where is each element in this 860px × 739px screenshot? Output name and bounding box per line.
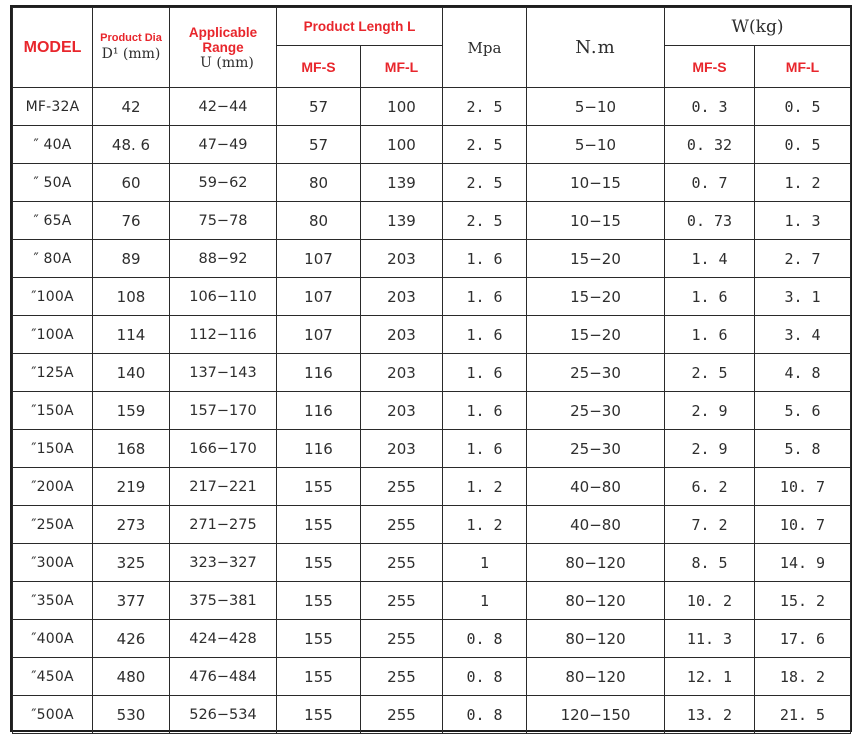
mpa-cell: 0. 8	[443, 696, 527, 734]
weight-mf-l-cell: 5. 8	[755, 430, 851, 468]
length-mf-s-cell: 155	[277, 620, 361, 658]
length-mf-l-cell: 203	[361, 354, 443, 392]
length-mf-l-cell: 255	[361, 506, 443, 544]
weight-mf-l-cell: 3. 1	[755, 278, 851, 316]
weight-mf-l-cell: 10. 7	[755, 468, 851, 506]
table-row	[13, 354, 851, 392]
weight-mf-s-cell: 7. 2	[665, 506, 755, 544]
length-mf-s-cell: 155	[277, 696, 361, 734]
range-cell: 59−62	[170, 164, 277, 202]
dia-cell: 48. 6	[93, 126, 170, 164]
dia-cell: 42	[93, 88, 170, 126]
applicable-range-label-2: Range	[202, 39, 244, 55]
model-cell: ″200A	[13, 468, 93, 506]
length-mf-l-cell: 100	[361, 126, 443, 164]
length-mf-l-cell: 100	[361, 88, 443, 126]
table-row	[13, 316, 851, 354]
table-row	[13, 240, 851, 278]
table-row	[13, 658, 851, 696]
length-mf-l-header: MF-L	[361, 46, 443, 88]
range-cell: 75−78	[170, 202, 277, 240]
weight-mf-l-cell: 5. 6	[755, 392, 851, 430]
torque-cell: 80−120	[527, 544, 665, 582]
model-cell: ″ 65A	[13, 202, 93, 240]
mpa-cell: 1	[443, 544, 527, 582]
mpa-cell: 1. 6	[443, 316, 527, 354]
length-mf-s-cell: 80	[277, 164, 361, 202]
table-body	[13, 88, 851, 734]
dia-cell: 140	[93, 354, 170, 392]
length-mf-l-cell: 255	[361, 620, 443, 658]
weight-mf-l-cell: 3. 4	[755, 316, 851, 354]
length-mf-s-cell: 155	[277, 544, 361, 582]
table-row	[13, 544, 851, 582]
length-mf-s-cell: 57	[277, 88, 361, 126]
product-dia-unit: D¹ (mm)	[101, 45, 161, 62]
table-row	[13, 506, 851, 544]
length-mf-s-cell: 80	[277, 202, 361, 240]
length-mf-s-cell: 155	[277, 582, 361, 620]
range-cell: 88−92	[170, 240, 277, 278]
length-mf-l-cell: 255	[361, 696, 443, 734]
weight-mf-s-cell: 6. 2	[665, 468, 755, 506]
model-header: MODEL	[13, 8, 93, 88]
model-cell: ″300A	[13, 544, 93, 582]
range-cell: 112−116	[170, 316, 277, 354]
torque-cell: 15−20	[527, 278, 665, 316]
length-mf-l-cell: 203	[361, 316, 443, 354]
weight-mf-s-cell: 11. 3	[665, 620, 755, 658]
range-cell: 157−170	[170, 392, 277, 430]
length-mf-s-cell: 116	[277, 430, 361, 468]
length-mf-l-cell: 139	[361, 164, 443, 202]
range-cell: 526−534	[170, 696, 277, 734]
table-row	[13, 88, 851, 126]
mpa-cell: 2. 5	[443, 202, 527, 240]
torque-cell: 15−20	[527, 240, 665, 278]
dia-cell: 114	[93, 316, 170, 354]
model-cell: ″150A	[13, 430, 93, 468]
model-cell: ″100A	[13, 278, 93, 316]
weight-mf-s-cell: 8. 5	[665, 544, 755, 582]
weight-mf-s-cell: 2. 9	[665, 430, 755, 468]
mpa-cell: 1	[443, 582, 527, 620]
spec-sheet	[10, 5, 852, 732]
mpa-header: Mpa	[443, 8, 527, 88]
model-cell: MF-32A	[13, 88, 93, 126]
model-cell: ″400A	[13, 620, 93, 658]
range-cell: 476−484	[170, 658, 277, 696]
mpa-cell: 2. 5	[443, 88, 527, 126]
mpa-cell: 1. 2	[443, 506, 527, 544]
table-row	[13, 430, 851, 468]
torque-cell: 80−120	[527, 620, 665, 658]
weight-header: W(kg)	[665, 8, 851, 46]
dia-cell: 219	[93, 468, 170, 506]
table-row	[13, 696, 851, 734]
length-mf-s-cell: 155	[277, 468, 361, 506]
length-mf-l-cell: 255	[361, 582, 443, 620]
table-row	[13, 126, 851, 164]
mpa-cell: 1. 6	[443, 430, 527, 468]
length-mf-s-cell: 107	[277, 240, 361, 278]
length-mf-l-cell: 203	[361, 278, 443, 316]
dia-cell: 325	[93, 544, 170, 582]
applicable-range-unit: U (mm)	[200, 54, 254, 71]
mpa-cell: 0. 8	[443, 658, 527, 696]
weight-mf-s-cell: 1. 6	[665, 278, 755, 316]
torque-cell: 15−20	[527, 316, 665, 354]
weight-mf-s-cell: 0. 73	[665, 202, 755, 240]
dia-cell: 273	[93, 506, 170, 544]
weight-mf-l-cell: 0. 5	[755, 126, 851, 164]
length-mf-s-cell: 116	[277, 392, 361, 430]
model-cell: ″450A	[13, 658, 93, 696]
weight-mf-l-cell: 17. 6	[755, 620, 851, 658]
header-row-top	[13, 8, 851, 46]
table-row	[13, 202, 851, 240]
model-cell: ″ 50A	[13, 164, 93, 202]
table-row	[13, 468, 851, 506]
length-mf-l-cell: 255	[361, 468, 443, 506]
mpa-cell: 2. 5	[443, 126, 527, 164]
torque-cell: 25−30	[527, 354, 665, 392]
range-cell: 137−143	[170, 354, 277, 392]
length-mf-s-cell: 155	[277, 506, 361, 544]
length-mf-l-cell: 203	[361, 392, 443, 430]
dia-cell: 108	[93, 278, 170, 316]
torque-cell: 10−15	[527, 202, 665, 240]
range-cell: 424−428	[170, 620, 277, 658]
model-cell: ″500A	[13, 696, 93, 734]
weight-mf-s-cell: 10. 2	[665, 582, 755, 620]
torque-cell: 5−10	[527, 88, 665, 126]
weight-mf-s-cell: 13. 2	[665, 696, 755, 734]
weight-mf-s-header: MF-S	[665, 46, 755, 88]
torque-cell: 80−120	[527, 582, 665, 620]
length-mf-s-cell: 57	[277, 126, 361, 164]
range-cell: 47−49	[170, 126, 277, 164]
length-mf-s-header: MF-S	[277, 46, 361, 88]
torque-cell: 25−30	[527, 430, 665, 468]
mpa-cell: 1. 6	[443, 392, 527, 430]
dia-cell: 426	[93, 620, 170, 658]
dia-cell: 159	[93, 392, 170, 430]
mpa-cell: 1. 6	[443, 354, 527, 392]
dia-cell: 60	[93, 164, 170, 202]
weight-mf-s-cell: 12. 1	[665, 658, 755, 696]
product-length-header: Product Length L	[277, 8, 443, 46]
mpa-cell: 1. 6	[443, 278, 527, 316]
weight-mf-l-cell: 0. 5	[755, 88, 851, 126]
length-mf-l-cell: 139	[361, 202, 443, 240]
table-row	[13, 392, 851, 430]
range-cell: 42−44	[170, 88, 277, 126]
length-mf-l-cell: 203	[361, 430, 443, 468]
torque-cell: 80−120	[527, 658, 665, 696]
weight-mf-l-cell: 18. 2	[755, 658, 851, 696]
weight-mf-l-cell: 15. 2	[755, 582, 851, 620]
weight-mf-s-cell: 2. 5	[665, 354, 755, 392]
weight-mf-s-cell: 0. 7	[665, 164, 755, 202]
model-cell: ″ 40A	[13, 126, 93, 164]
model-cell: ″250A	[13, 506, 93, 544]
product-dia-header	[93, 8, 170, 88]
length-mf-l-cell: 255	[361, 658, 443, 696]
table-header	[13, 8, 851, 88]
range-cell: 166−170	[170, 430, 277, 468]
table-row	[13, 278, 851, 316]
table-row	[13, 582, 851, 620]
mpa-cell: 0. 8	[443, 620, 527, 658]
length-mf-s-cell: 107	[277, 278, 361, 316]
length-mf-s-cell: 116	[277, 354, 361, 392]
mpa-cell: 1. 2	[443, 468, 527, 506]
range-cell: 106−110	[170, 278, 277, 316]
torque-header: N.m	[527, 8, 665, 88]
product-dia-label: Product Dia	[100, 31, 162, 44]
weight-mf-l-cell: 1. 3	[755, 202, 851, 240]
length-mf-l-cell: 255	[361, 544, 443, 582]
torque-cell: 40−80	[527, 506, 665, 544]
applicable-range-label-1: Applicable	[188, 24, 258, 40]
spec-table	[12, 7, 851, 734]
dia-cell: 89	[93, 240, 170, 278]
table-row	[13, 620, 851, 658]
dia-cell: 377	[93, 582, 170, 620]
length-mf-s-cell: 107	[277, 316, 361, 354]
range-cell: 271−275	[170, 506, 277, 544]
mpa-cell: 2. 5	[443, 164, 527, 202]
torque-cell: 25−30	[527, 392, 665, 430]
model-cell: ″350A	[13, 582, 93, 620]
range-cell: 217−221	[170, 468, 277, 506]
length-mf-s-cell: 155	[277, 658, 361, 696]
weight-mf-l-cell: 4. 8	[755, 354, 851, 392]
length-mf-l-cell: 203	[361, 240, 443, 278]
torque-cell: 5−10	[527, 126, 665, 164]
weight-mf-s-cell: 0. 3	[665, 88, 755, 126]
dia-cell: 168	[93, 430, 170, 468]
weight-mf-l-cell: 14. 9	[755, 544, 851, 582]
model-cell: ″125A	[13, 354, 93, 392]
dia-cell: 530	[93, 696, 170, 734]
dia-cell: 480	[93, 658, 170, 696]
mpa-cell: 1. 6	[443, 240, 527, 278]
table-row	[13, 164, 851, 202]
weight-mf-s-cell: 1. 6	[665, 316, 755, 354]
torque-cell: 40−80	[527, 468, 665, 506]
weight-mf-s-cell: 1. 4	[665, 240, 755, 278]
weight-mf-l-cell: 2. 7	[755, 240, 851, 278]
model-cell: ″150A	[13, 392, 93, 430]
weight-mf-s-cell: 2. 9	[665, 392, 755, 430]
dia-cell: 76	[93, 202, 170, 240]
applicable-range-header	[170, 8, 277, 88]
torque-cell: 120−150	[527, 696, 665, 734]
torque-cell: 10−15	[527, 164, 665, 202]
weight-mf-l-cell: 10. 7	[755, 506, 851, 544]
range-cell: 375−381	[170, 582, 277, 620]
model-cell: ″ 80A	[13, 240, 93, 278]
weight-mf-l-cell: 21. 5	[755, 696, 851, 734]
weight-mf-l-header: MF-L	[755, 46, 851, 88]
weight-mf-l-cell: 1. 2	[755, 164, 851, 202]
model-cell: ″100A	[13, 316, 93, 354]
weight-mf-s-cell: 0. 32	[665, 126, 755, 164]
range-cell: 323−327	[170, 544, 277, 582]
